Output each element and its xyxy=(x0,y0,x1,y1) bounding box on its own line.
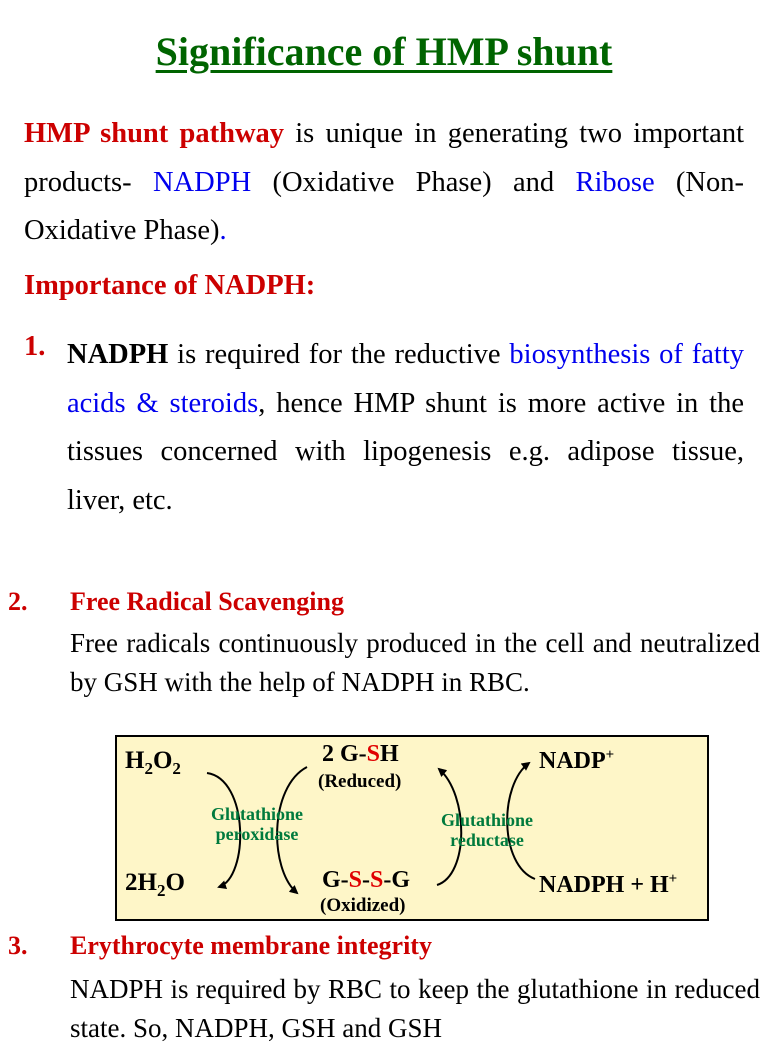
intro-product-ribose: Ribose xyxy=(575,166,655,198)
intro-text-3: (Non-Oxidative Phase) xyxy=(24,166,744,246)
item-2-heading: Free Radical Scavenging xyxy=(70,587,344,616)
item-3-body: NADPH is required by RBC to keep the glutathione in reduced state. So, NADPH, GSH and GSH xyxy=(70,974,760,1043)
intro-paragraph xyxy=(24,110,744,256)
two-h2o-label: $2H_2O$ xyxy=(125,869,185,900)
item-1-highlight: biosynthesis of fatty acids & steroids xyxy=(67,339,744,419)
importance-heading: Importance of NADPH: xyxy=(24,270,316,301)
item-3-heading: Erythrocyte membrane integrity xyxy=(70,931,432,960)
item-3-number: 3. xyxy=(8,931,28,960)
intro-term: HMP shunt pathway xyxy=(24,118,285,149)
intro-text-1: is unique in generating two important products- xyxy=(24,118,744,198)
intro-text-2: (Oxidative Phase) and xyxy=(251,166,576,198)
glutathione-cycle-diagram xyxy=(115,735,709,921)
item-2-body: Free radicals continuously produced in the cell and neutralized by GSH with the help of NADPH in RBC. xyxy=(70,628,760,697)
item-1-text xyxy=(67,331,744,525)
gsh-label: 2 G-SH xyxy=(322,741,399,767)
intro-end: . xyxy=(219,215,227,246)
nadp-label: NADP+ xyxy=(539,747,615,774)
intro-product-nadph: NADPH xyxy=(152,166,252,198)
nadph-h-label: NADPH + H+ xyxy=(539,871,678,898)
enzyme-reductase: Glutathione reductase xyxy=(440,810,533,850)
item-2-number: 2. xyxy=(8,587,28,616)
oxidized-label: (Oxidized) xyxy=(320,895,406,916)
item-1-term: NADPH xyxy=(67,339,169,370)
h2o2-label: $H_2O_2$ xyxy=(125,747,181,778)
gssg-label: G-S-S-G xyxy=(322,867,411,893)
reduced-label: (Reduced) xyxy=(318,771,402,792)
item-1-text-2: , hence HMP shunt is more active in the tissues concerned with lipogenesis e.g. adipose tissue, liver, etc. xyxy=(67,387,745,516)
page-title: Significance of HMP shunt xyxy=(155,29,613,74)
enzyme-peroxidase: Glutathione peroxidase xyxy=(210,804,303,844)
item-1-text-1: is required for the reductive xyxy=(168,339,510,370)
item-1-number: 1. xyxy=(24,331,46,362)
